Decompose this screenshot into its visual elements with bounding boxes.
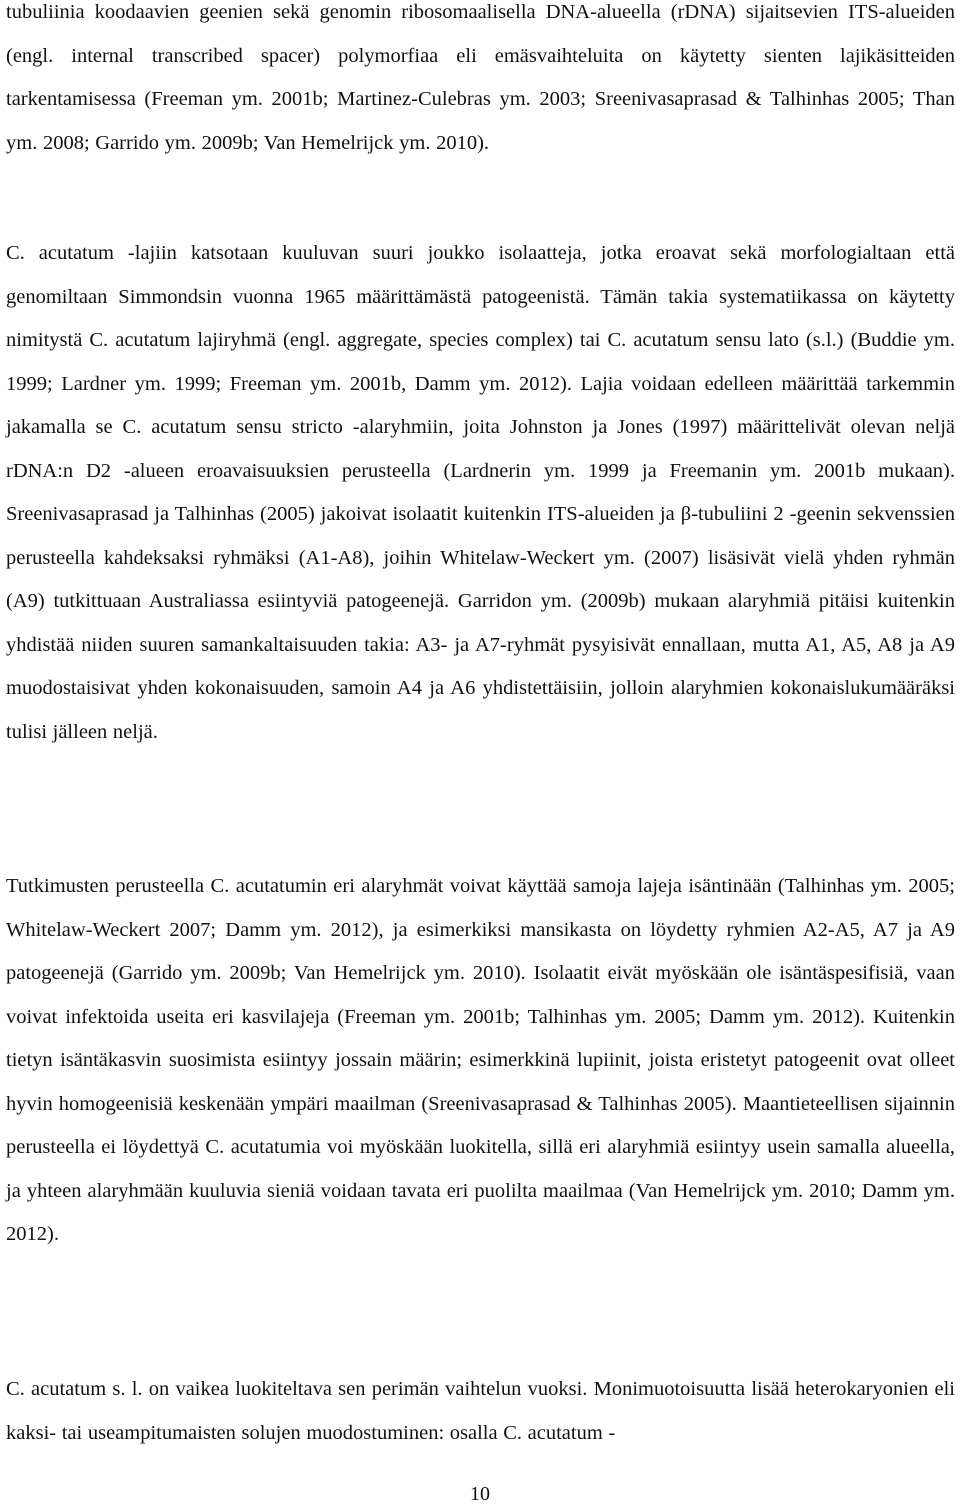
paragraph-acutatum-species-complex: C. acutatum -lajiin katsotaan kuuluvan suuri joukko isolaatteja, jotka eroavat sekä morfologialtaan että genomiltaan Simmondsin vuonna 1965 määrittämästä patogeenistä. Tämän takia systematiikassa on käytetty nimitystä C. acutatum lajiryhmä (engl. aggregate, species complex) tai C. acutatum sensu lato (s.l.) (Buddie ym. 1999; Lardner ym. 1999; Freeman ym. 2001b, Damm ym. 2012). Lajia voidaan edelleen määrittää tarkemmin jakamalla se C. acutatum sensu stricto -alaryhmiin, joita Johnston ja Jones (1997) määrittelivät olevan neljä rDNA:n D2 -alueen eroavaisuuksien perusteella (Lardnerin ym. 1999 ja Freemanin ym. 2001b mukaan). Sreenivasaprasad ja Talhinhas (2005) jakoivat isolaatit kuitenkin ITS-alueiden ja β-tubuliini 2 -geenin sekvenssien perusteella kahdeksaksi ryhmäksi (A1-A8), joihin Whitelaw-Weckert ym. (2007) lisäsivät vielä yhden ryhmän (A9) tutkittuaan Australiassa esiintyviä patogeenejä. Garridon ym. (2009b) mukaan alaryhmiä pitäisi kuitenkin yhdistää niiden suuren samankaltaisuuden takia: A3- ja A7-ryhmät pysyisivät ennallaan, mutta A1, A5, A8 ja A9 muodostaisivat yhden kokonaisuuden, samoin A4 ja A6 yhdistettäisiin, jolloin alaryhmien kokonaislukumääräksi tulisi jälleen neljä. xyxy=(6,242,955,743)
paragraph-its-polymorphism: tubuliinia koodaavien geenien sekä genomin ribosomaalisella DNA-alueella (rDNA) sijaitsevien ITS-alueiden (engl. internal transcribed spacer) polymorfiaa eli emäsvaihteluita on käytetty sienten lajikäsitteiden tarkentamisessa (Freeman ym. 2001b; Martinez-Culebras ym. 2003; Sreenivasaprasad & Talhinhas 2005; Than ym. 2008; Garrido ym. 2009b; Van Hemelrijck ym. 2010). xyxy=(6,1,955,154)
page-number: 10 xyxy=(470,1483,490,1505)
paragraph-host-range: Tutkimusten perusteella C. acutatumin eri alaryhmät voivat käyttää samoja lajeja isäntinään (Talhinhas ym. 2005; Whitelaw-Weckert 2007; Damm ym. 2012), ja esimerkiksi mansikasta on löydetty ryhmien A2-A5, A7 ja A9 patogeenejä (Garrido ym. 2009b; Van Hemelrijck ym. 2010). Isolaatit eivät myöskään ole isäntäspesifisiä, vaan voivat infektoida useita eri kasvilajeja (Freeman ym. 2001b; Talhinhas ym. 2005; Damm ym. 2012). Kuitenkin tietyn isäntäkasvin suosimista esiintyy jossain määrin; esimerkkinä lupiinit, joista eristetyt patogeenit ovat olleet hyvin homogeenisiä keskenään ympäri maailman (Sreenivasaprasad & Talhinhas 2005). Maantieteellisen sijainnin perusteella ei löydettyä C. acutatumia voi myöskään luokitella, sillä eri alaryhmiä esiintyy usein samalla alueella, ja yhteen alaryhmään kuuluvia sieniä voidaan tavata eri puolilta maailmaa (Van Hemelrijck ym. 2010; Damm ym. 2012). xyxy=(6,875,955,1245)
paragraph-heterokaryons: C. acutatum s. l. on vaikea luokiteltava sen perimän vaihtelun vuoksi. Monimuotoisuutta lisää heterokaryonien eli kaksi- tai useampitumaisten solujen muodostuminen: osalla C. acutatum - xyxy=(6,1378,955,1444)
